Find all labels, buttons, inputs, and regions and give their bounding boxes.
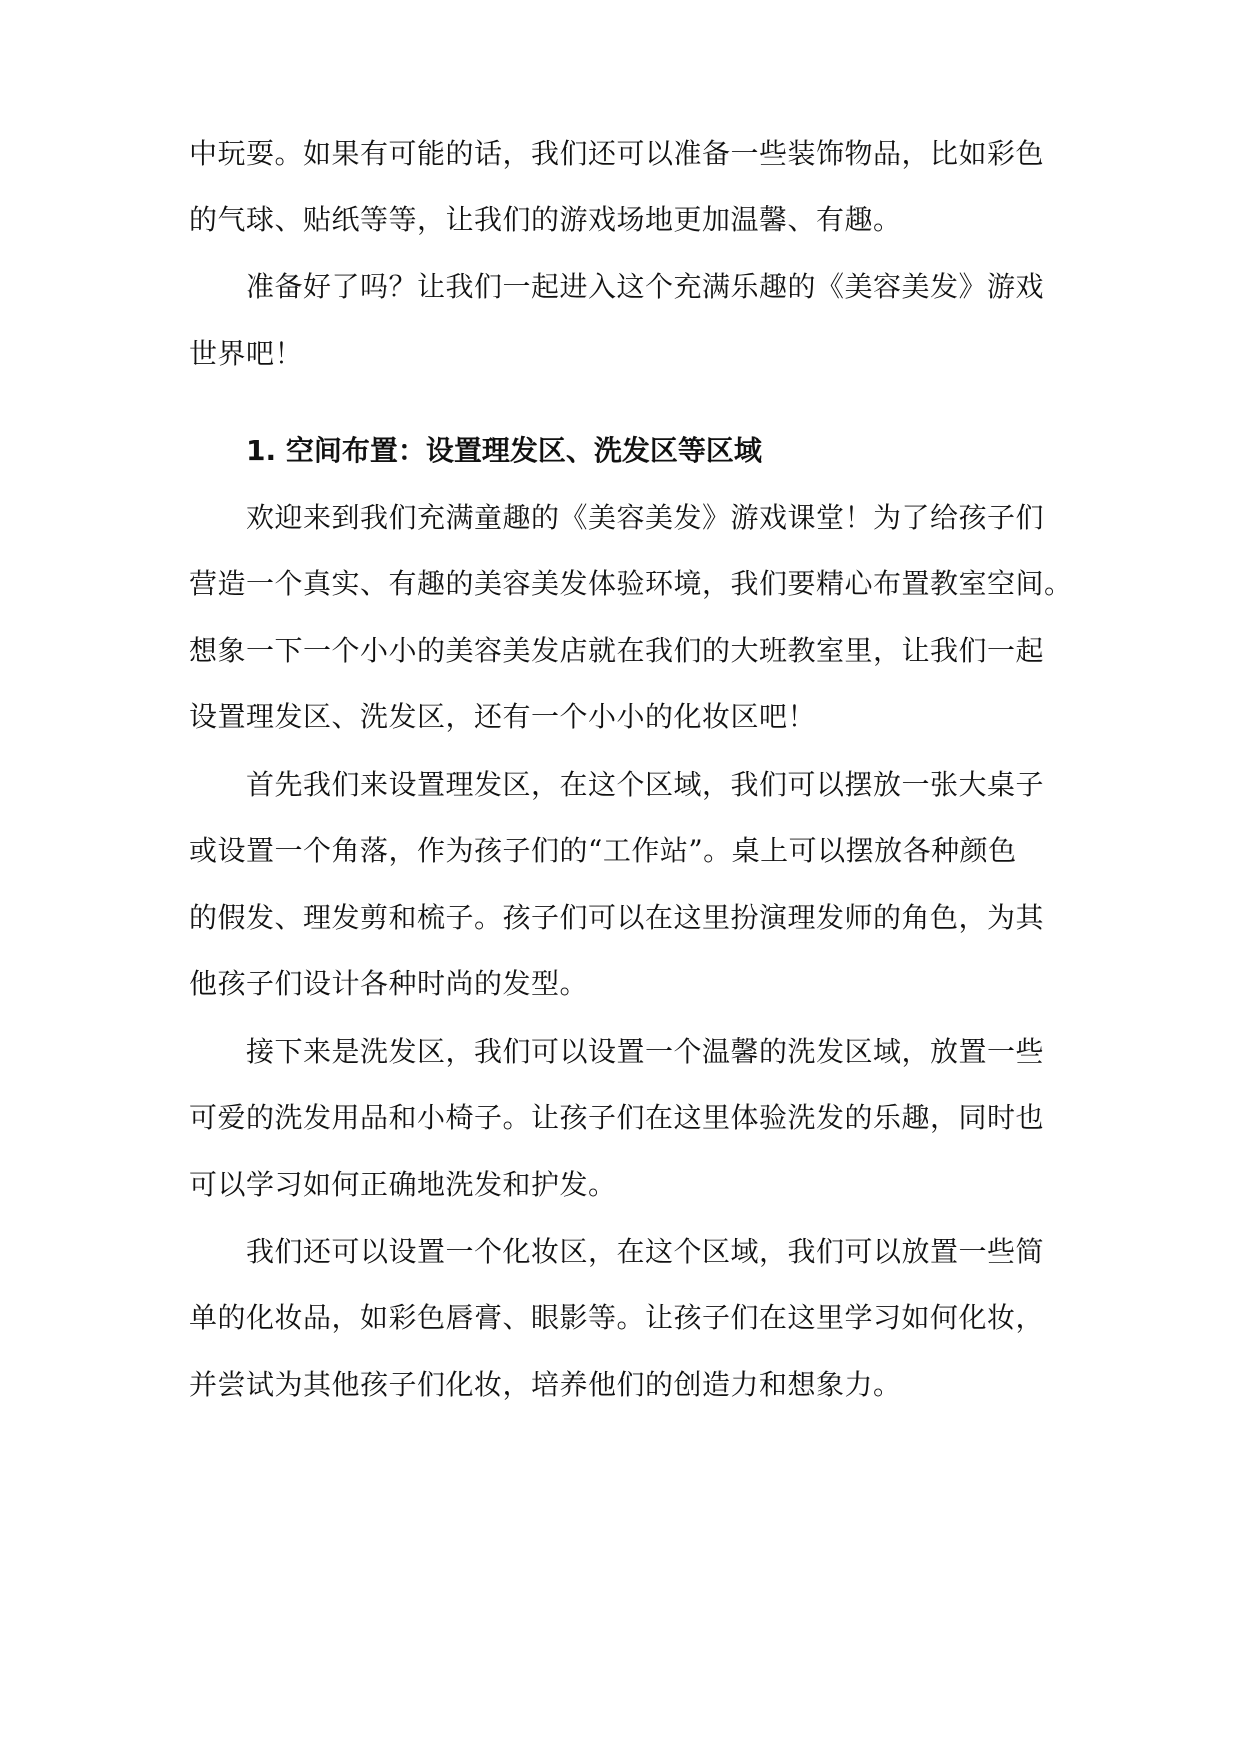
section-heading: 1. 空间布置：设置理发区、洗发区等区域 <box>246 434 762 467</box>
paragraph-line: 接下来是洗发区，我们可以设置一个温馨的洗发区域，放置一些 <box>246 1035 1045 1068</box>
paragraph-line: 想象一下一个小小的美容美发店就在我们的大班教室里，让我们一起 <box>189 634 1045 667</box>
paragraph-line: 的假发、理发剪和梳子。孩子们可以在这里扮演理发师的角色，为其 <box>189 901 1045 934</box>
paragraph-line: 或设置一个角落，作为孩子们的“工作站”。桌上可以摆放各种颜色 <box>189 834 1017 867</box>
paragraph-line: 中玩耍。如果有可能的话，我们还可以准备一些装饰物品，比如彩色 <box>189 137 1045 170</box>
paragraph-line: 首先我们来设置理发区，在这个区域，我们可以摆放一张大桌子 <box>246 768 1045 801</box>
paragraph-line: 并尝试为其他孩子们化妆，培养他们的创造力和想象力。 <box>189 1368 902 1401</box>
paragraph-line: 单的化妆品，如彩色唇膏、眼影等。让孩子们在这里学习如何化妆， <box>189 1301 1045 1334</box>
paragraph-line: 我们还可以设置一个化妆区，在这个区域，我们可以放置一些简 <box>246 1235 1045 1268</box>
paragraph-line: 的气球、贴纸等等，让我们的游戏场地更加温馨、有趣。 <box>189 203 902 236</box>
paragraph-line: 营造一个真实、有趣的美容美发体验环境，我们要精心布置教室空间。 <box>189 567 1073 600</box>
paragraph-line: 他孩子们设计各种时尚的发型。 <box>189 967 589 1000</box>
paragraph-line: 可爱的洗发用品和小椅子。让孩子们在这里体验洗发的乐趣，同时也 <box>189 1101 1045 1134</box>
paragraph-line: 欢迎来到我们充满童趣的《美容美发》游戏课堂！为了给孩子们 <box>246 501 1045 534</box>
paragraph-line: 世界吧！ <box>189 337 304 370</box>
paragraph-line: 可以学习如何正确地洗发和护发。 <box>189 1168 617 1201</box>
paragraph-line: 设置理发区、洗发区，还有一个小小的化妆区吧！ <box>189 700 817 733</box>
paragraph-line: 准备好了吗？让我们一起进入这个充满乐趣的《美容美发》游戏 <box>246 270 1045 303</box>
